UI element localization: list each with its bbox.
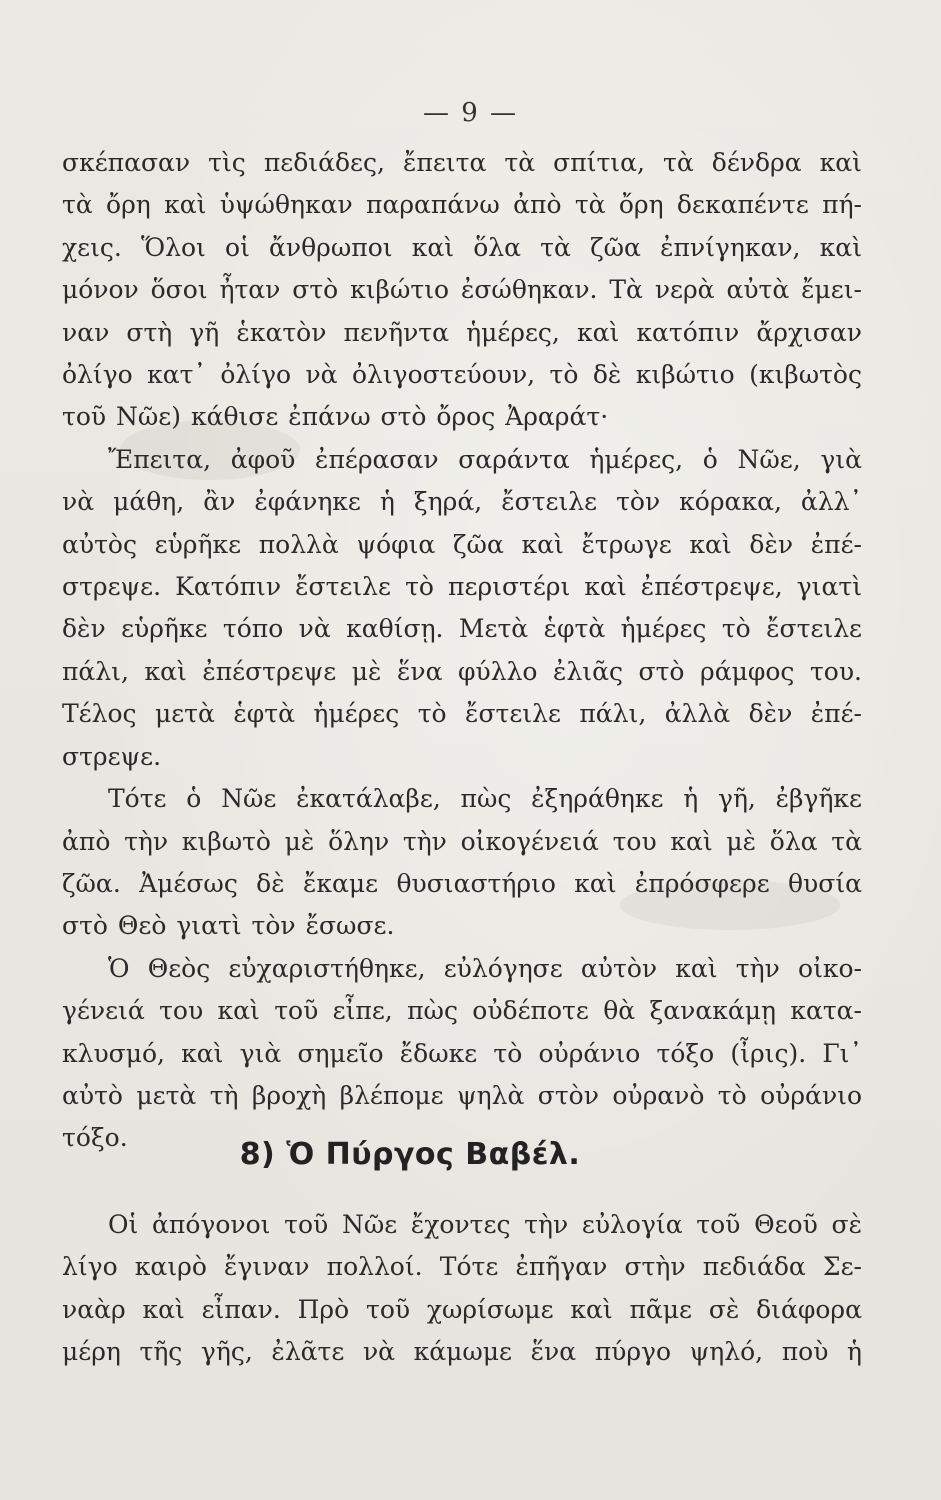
text-line: σκέπασαν τὶς πεδιάδες, ἔπειτα τὰ σπίτια, τὰ δένδρα καὶ xyxy=(62,148,862,177)
text-line: ὀλίγο κατ᾽ ὀλίγο νὰ ὀλιγοστεύουν, τὸ δὲ κιβώτιο (κιβωτὸς xyxy=(62,360,862,390)
section-heading: 8) Ὁ Πύργος Βαβέλ. xyxy=(239,1137,581,1172)
text-line: στὸ Θεὸ γιατὶ τὸν ἔσωσε. xyxy=(62,911,395,941)
text-line: τὰ ὄρη καὶ ὑψώθηκαν παραπάνω ἀπὸ τὰ ὄρη δεκαπέντε πή- xyxy=(62,190,862,220)
text-line: τόξο. xyxy=(62,1123,128,1153)
text-line: γένειά του καὶ τοῦ εἶπε, πὼς οὐδέποτε θὰ ξανακάμῃ κατα- xyxy=(62,996,862,1026)
text-line: Οἱ ἀπόγονοι τοῦ Νῶε ἔχοντες τὴν εὐλογία τοῦ Θεοῦ σὲ xyxy=(108,1210,862,1239)
text-line: ναὰρ καὶ εἶπαν. Πρὸ τοῦ χωρίσωμε καὶ πᾶμε σὲ διάφορα xyxy=(62,1294,862,1324)
text-line: στρεψε. Κατόπιν ἔστειλε τὸ περιστέρι καὶ ἐπέστρεψε, γιατὶ xyxy=(62,572,862,602)
paragraph-2 xyxy=(62,439,862,778)
text-line: Τέλος μετὰ ἑφτὰ ἡμέρες τὸ ἔστειλε πάλι, ἀλλὰ δὲν ἐπέ- xyxy=(62,699,862,729)
text-line: ζῶα. Ἀμέσως δὲ ἔκαμε θυσιαστήριο καὶ ἐπρόσφερε θυσία xyxy=(62,868,862,898)
text-line: στρεψε. xyxy=(62,741,162,771)
text-line: πάλι, καὶ ἐπέστρεψε μὲ ἕνα φύλλο ἐλιᾶς στὸ ράμφος του. xyxy=(62,656,862,686)
text-line: ἀπὸ τὴν κιβωτὸ μὲ ὅλην τὴν οἰκογένειά του καὶ μὲ ὅλα τὰ xyxy=(62,826,862,856)
paragraph-3 xyxy=(62,778,862,948)
text-line: μόνον ὅσοι ἦταν στὸ κιβώτιο ἐσώθηκαν. Τὰ νερὰ αὐτὰ ἔμει- xyxy=(62,275,862,305)
text-line: τοῦ Νῶε) κάθισε ἐπάνω στὸ ὄρος Ἀραράτ· xyxy=(62,402,609,432)
text-line: κλυσμό, καὶ γιὰ σημεῖο ἔδωκε τὸ οὐράνιο τόξο (ἶρις). Γι᾽ xyxy=(62,1038,862,1068)
paragraph-5 xyxy=(62,1204,862,1374)
text-line: Τότε ὁ Νῶε ἐκατάλαβε, πὼς ἐξηράθηκε ἡ γῆ, ἐβγῆκε xyxy=(108,784,862,814)
text-line: νὰ μάθη, ἂν ἐφάνηκε ἡ ξηρά, ἔστειλε τὸν κόρακα, ἀλλ᾽ xyxy=(62,487,862,517)
body-text-section-8 xyxy=(62,1204,862,1374)
text-line: χεις. Ὅλοι οἱ ἄνθρωποι καὶ ὅλα τὰ ζῶα ἐπνίγηκαν, καὶ xyxy=(62,232,862,262)
text-line: λίγο καιρὸ ἔγιναν πολλοί. Τότε ἐπῆγαν στὴν πεδιάδα Σε- xyxy=(62,1252,862,1282)
body-text xyxy=(62,142,862,1160)
page-number: — 9 — xyxy=(422,98,519,128)
text-line: Ὁ Θεὸς εὐχαριστήθηκε, εὐλόγησε αὐτὸν καὶ τὴν οἰκο- xyxy=(108,953,862,983)
paragraph-4 xyxy=(62,948,862,1160)
text-line: δὲν εὑρῆκε τόπο νὰ καθίσῃ. Μετὰ ἑφτὰ ἡμέρες τὸ ἔστειλε xyxy=(62,614,862,644)
text-line: Ἔπειτα, ἀφοῦ ἐπέρασαν σαράντα ἡμέρες, ὁ Νῶε, γιὰ xyxy=(108,444,862,474)
paragraph-1 xyxy=(62,142,862,439)
text-line: αὐτὸ μετὰ τὴ βροχὴ βλέπομε ψηλὰ στὸν οὐρανὸ τὸ οὐράνιο xyxy=(62,1080,862,1110)
text-line: αὐτὸς εὑρῆκε πολλὰ ψόφια ζῶα καὶ ἔτρωγε καὶ δὲν ἐπέ- xyxy=(62,529,862,559)
text-line: ναν στὴ γῆ ἑκατὸν πενῆντα ἡμέρες, καὶ κατόπιν ἄρχισαν xyxy=(62,317,862,347)
text-line: μέρη τῆς γῆς, ἐλᾶτε νὰ κάμωμε ἕνα πύργο ψηλό, ποὺ ἡ xyxy=(62,1337,862,1367)
